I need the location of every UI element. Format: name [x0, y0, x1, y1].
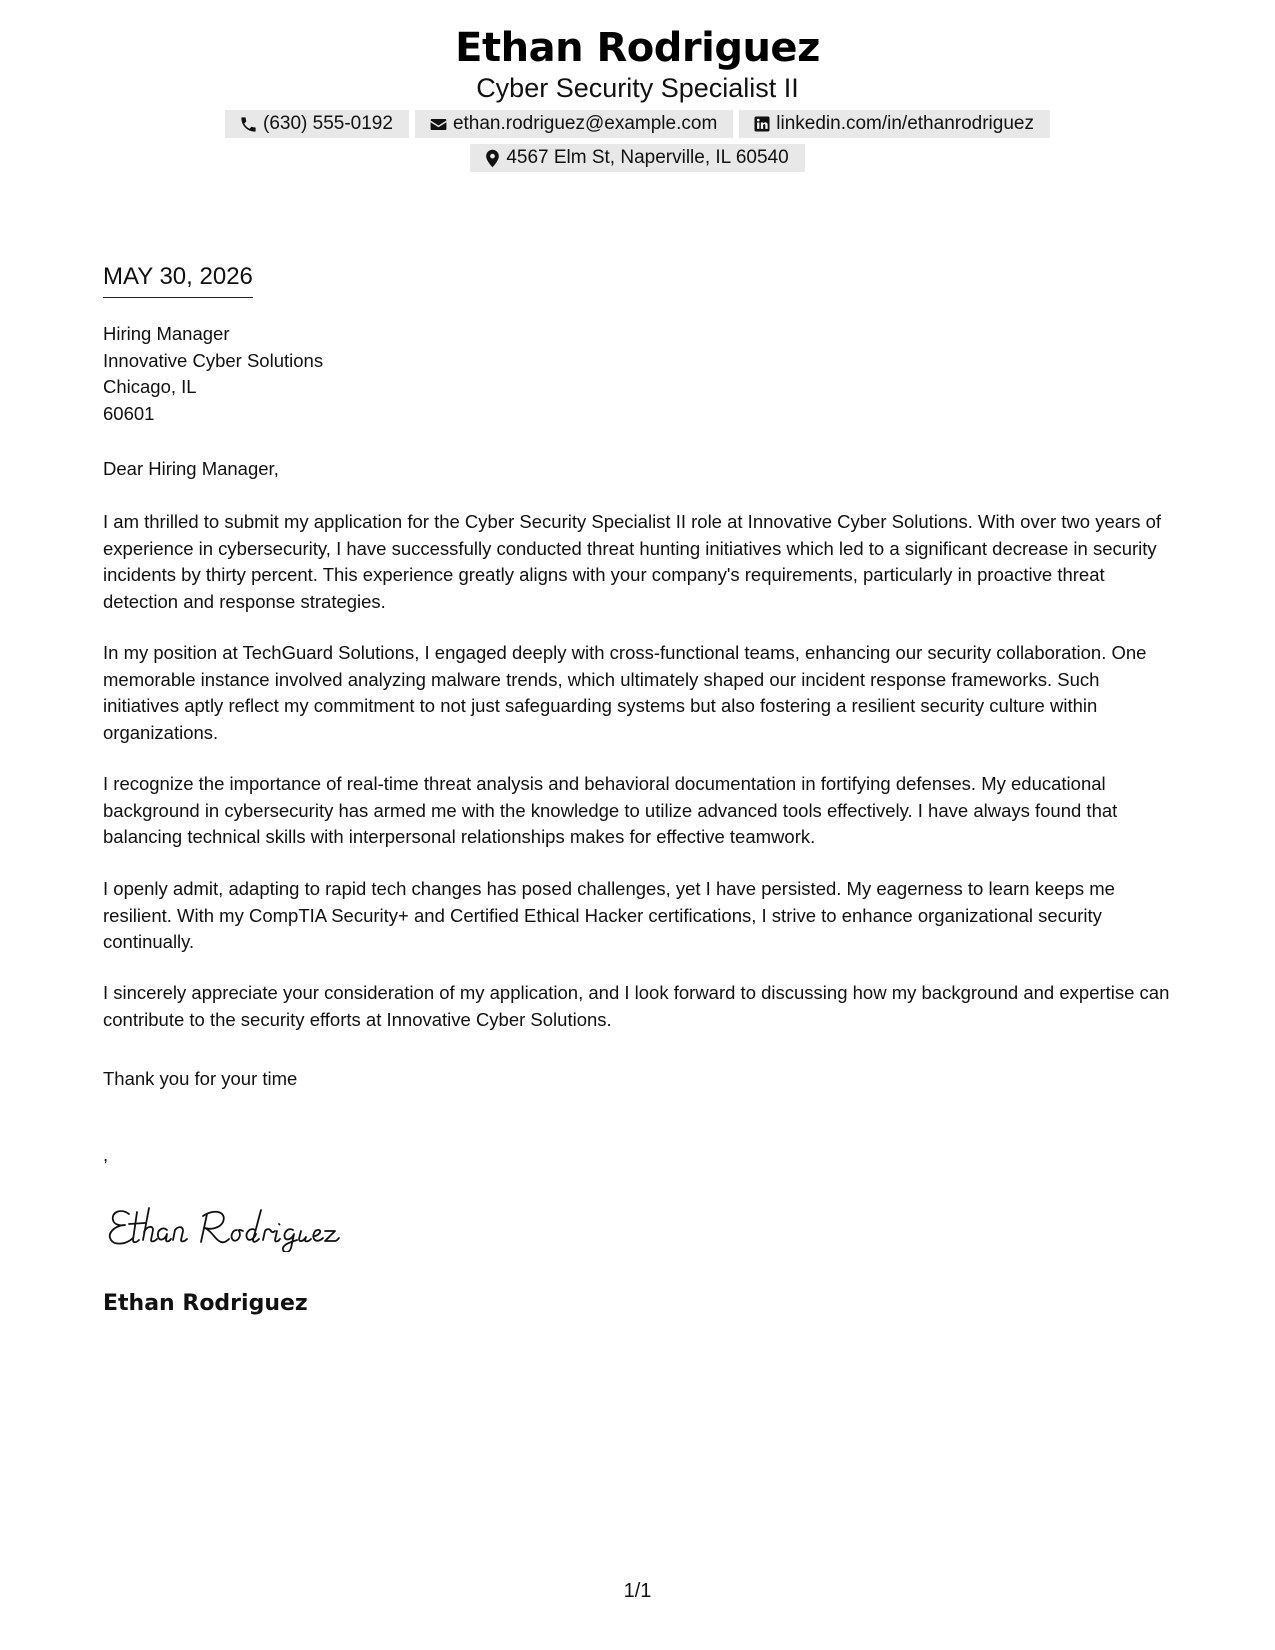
- applicant-name: Ethan Rodriguez: [455, 25, 820, 71]
- phone-chip[interactable]: [225, 110, 409, 138]
- closing-line: Thank you for your time: [103, 1068, 298, 1089]
- email-text: ethan.rodriguez@example.com: [452, 113, 718, 134]
- handwritten-signature: [103, 1200, 363, 1252]
- map-marker-icon: [484, 149, 501, 168]
- recipient-company: Innovative Cyber Solutions: [103, 349, 324, 371]
- envelope-icon: [429, 115, 448, 134]
- address-text: 4567 Elm St, Naperville, IL 60540: [506, 147, 789, 168]
- page-number: 1/1: [623, 1580, 652, 1602]
- recipient-block: [103, 321, 323, 427]
- body-paragraph: I recognize the importance of real-time threat analysis and behavioral documentation in fortifying defenses. My educational background in cybersecurity has armed me with the knowledge to utilize advanced tools effectively. I have always found that balancing technical skills with interpersonal relationships makes for effective teamwork.: [103, 773, 1118, 847]
- contact-row: [0, 110, 1275, 138]
- signer-name: Ethan Rodriguez: [103, 1291, 308, 1316]
- letter-header: [0, 22, 1275, 172]
- linkedin-text: linkedin.com/in/ethanrodriguez: [776, 113, 1034, 134]
- body-paragraph: I openly admit, adapting to rapid tech changes has posed challenges, yet I have persisted. My eagerness to learn keeps me resilient. With my CompTIA Security+ and Certified Ethical Hacker certifications, I strive to enhance organizational security continually.: [103, 878, 1115, 952]
- body-paragraph: In my position at TechGuard Solutions, I engaged deeply with cross-functional teams, enhancing our security collaboration. One memorable instance involved analyzing malware trends, which ultimately shaped our incident response frameworks. Such initiatives aptly reflect my commitment to not just safeguarding systems but also fostering a resilient security culture within organizations.: [103, 642, 1147, 743]
- phone-text: (630) 555-0192: [263, 113, 393, 134]
- email-chip[interactable]: [415, 110, 733, 138]
- phone-icon: [239, 115, 258, 134]
- recipient-city: Chicago, IL: [103, 376, 197, 397]
- body-paragraph: I am thrilled to submit my application for the Cyber Security Specialist II role at Innovative Cyber Solutions. With over two years of experience in cybersecurity, I have successfully conducted threat hunting initiatives which led to a significant decrease in security incidents by thirty percent. This experience greatly aligns with your company's requirements, particularly in proactive threat detection and response strategies.: [103, 511, 1162, 612]
- linkedin-icon: [753, 115, 771, 133]
- letter-date: MAY 30, 2026: [103, 262, 253, 298]
- address-row: [0, 144, 1275, 172]
- address-chip: [470, 144, 804, 172]
- linkedin-chip[interactable]: [739, 110, 1050, 138]
- recipient-name: Hiring Manager: [103, 323, 230, 344]
- applicant-title: Cyber Security Specialist II: [476, 73, 799, 103]
- salutation: Dear Hiring Manager,: [103, 458, 279, 479]
- recipient-zip: 60601: [103, 402, 155, 424]
- body-paragraph: I sincerely appreciate your consideration of my application, and I look forward to discussing how my background and expertise can contribute to the security efforts at Innovative Cyber Solutions.: [103, 982, 1170, 1030]
- closing-comma: ,: [103, 1144, 109, 1165]
